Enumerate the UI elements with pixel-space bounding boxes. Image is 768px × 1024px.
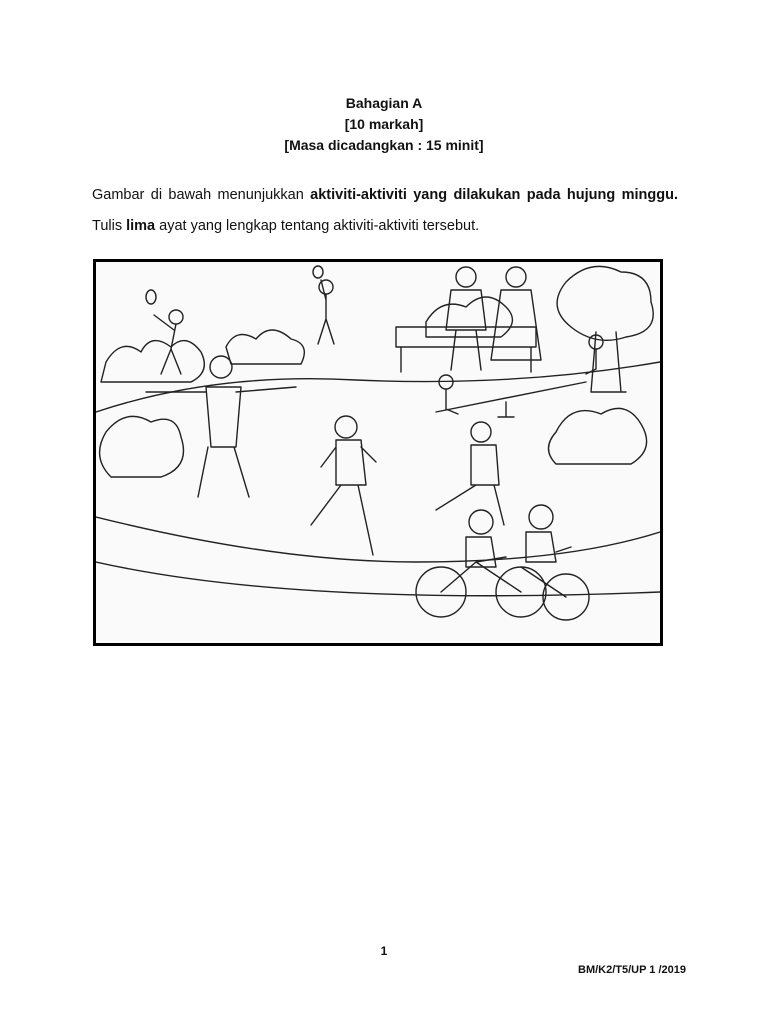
racket1-icon [146, 290, 156, 304]
man-body [146, 387, 296, 497]
player1-head [169, 310, 183, 324]
park-illustration [96, 262, 660, 643]
section-title: Bahagian A [345, 95, 423, 111]
runner1-body [311, 440, 376, 555]
player2-body [318, 280, 334, 344]
tree-canopy [557, 266, 653, 340]
runner1-head [335, 416, 357, 438]
cyclist2-head [529, 505, 553, 529]
runner2-body [436, 445, 504, 525]
park-bench [396, 327, 536, 372]
page-number: 1 [380, 944, 388, 958]
man-head [210, 356, 232, 378]
cyclist1-body [466, 537, 496, 567]
seesaw [436, 382, 586, 417]
instruction-text-1: Gambar di bawah menunjukkan [92, 187, 311, 203]
horizon-line [96, 362, 660, 412]
bicycle1-frame [441, 557, 521, 592]
father-head [456, 267, 476, 287]
suggested-time-label: [Masa dicadangkan : 15 minit] [284, 137, 484, 153]
bush-front-left [100, 416, 184, 477]
instruction-bold-2: lima [126, 218, 156, 234]
marks-label: [10 markah] [344, 116, 424, 132]
runner2-head [471, 422, 491, 442]
path-edge [96, 517, 660, 562]
instruction-text-2: Tulis [92, 218, 127, 234]
section-header [0, 93, 768, 156]
bush-right [549, 408, 647, 464]
bush-left [101, 341, 204, 382]
bush-back [226, 330, 304, 364]
kid1-body [446, 389, 458, 414]
instruction-text-3: ayat yang lengkap tentang aktiviti-aktiviti tersebut. [155, 218, 480, 234]
cyclist1-head [469, 510, 493, 534]
park-activities-picture [93, 259, 663, 646]
father-body [446, 290, 486, 370]
mother-head [506, 267, 526, 287]
racket2-icon [313, 266, 323, 278]
path-edge-lower [96, 562, 660, 596]
question-instruction [92, 180, 678, 242]
instruction-bold-1: aktiviti-aktiviti yang dilakukan pada hujung minggu. [310, 187, 678, 203]
document-code: BM/K2/T5/UP 1 /2019 [578, 964, 687, 976]
